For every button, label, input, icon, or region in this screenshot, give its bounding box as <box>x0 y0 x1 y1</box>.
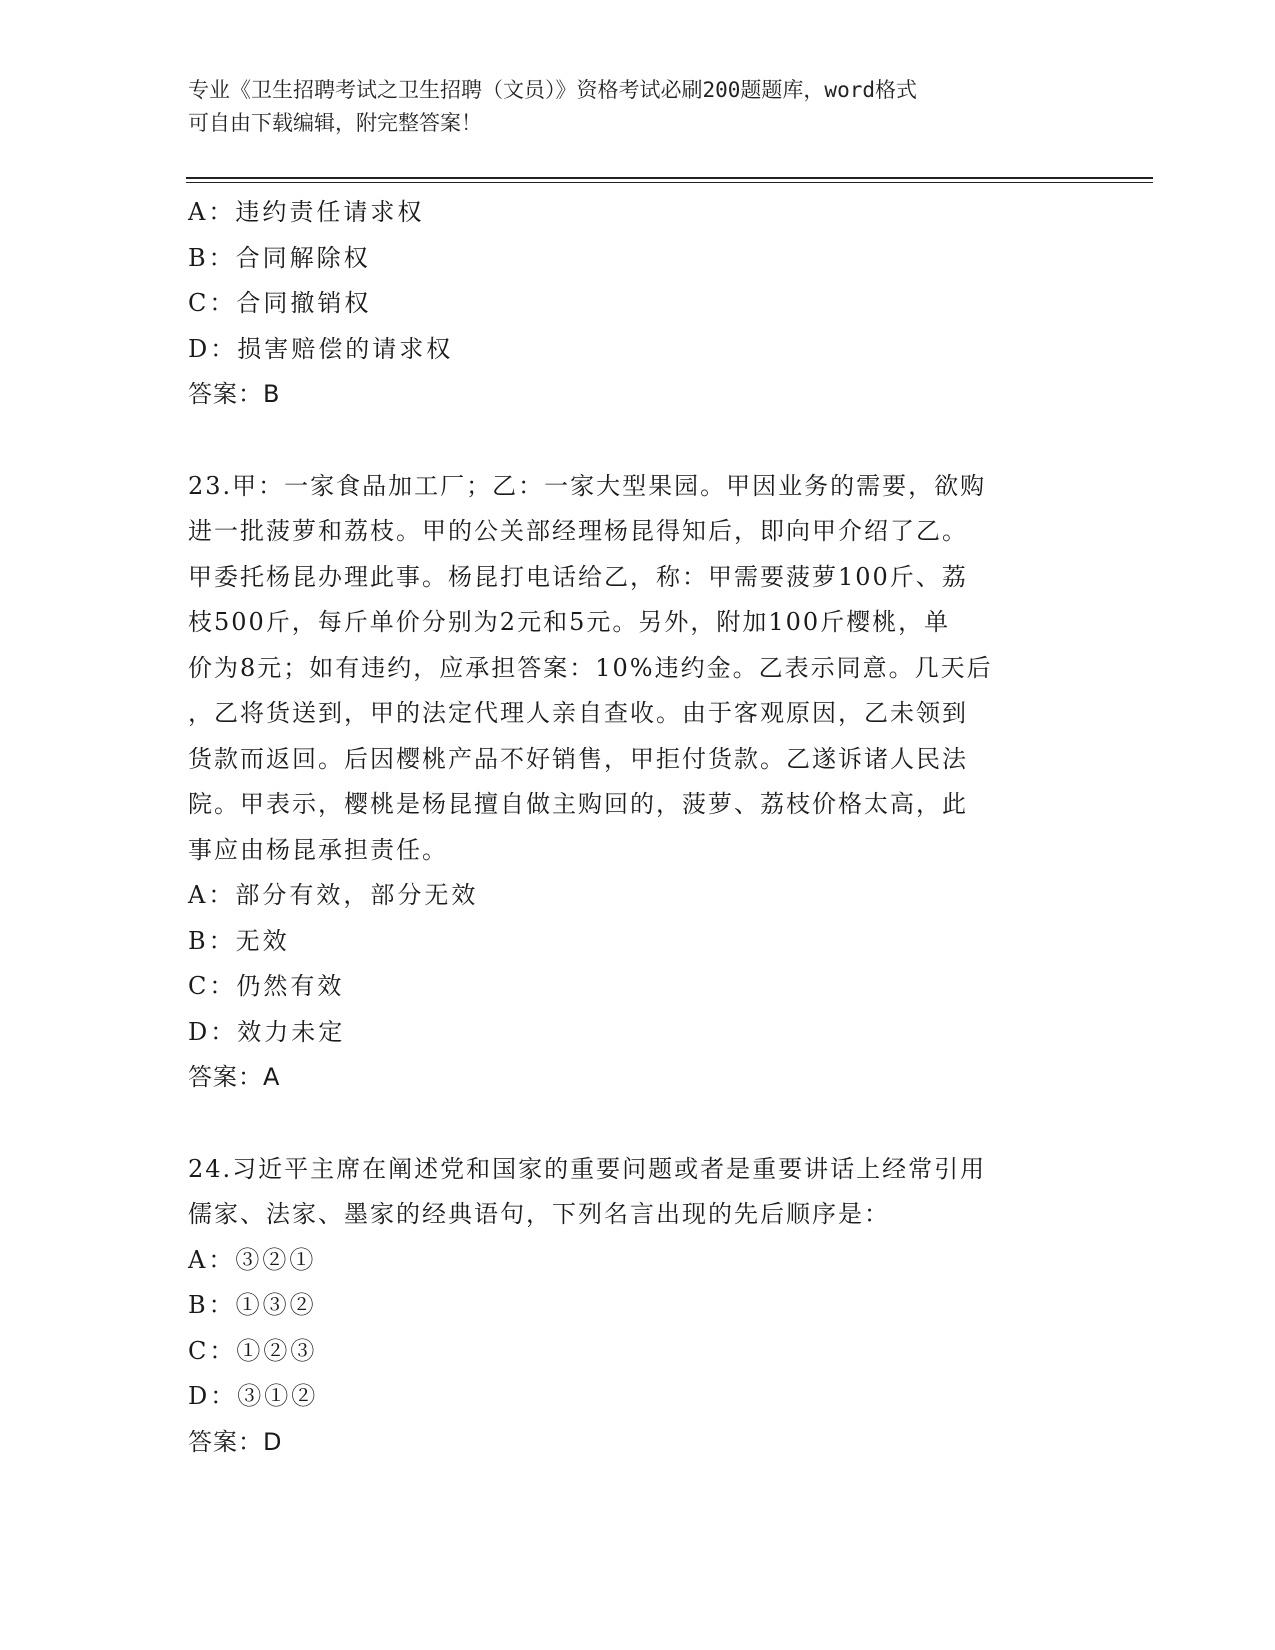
question-stem-line: 价为8元；如有违约，应承担答案：10%违约金。乙表示同意。几天后 <box>188 653 993 682</box>
spacer <box>188 1101 1088 1147</box>
question-stem-line: 货款而返回。后因樱桃产品不好销售，甲拒付货款。乙遂诉诸人民法 <box>188 744 968 773</box>
header-rule-thick <box>186 177 1153 179</box>
question-stem-line: 24.习近平主席在阐述党和国家的重要问题或者是重要讲话上经常引用 <box>188 1154 987 1183</box>
header-rule-thin <box>186 182 1153 183</box>
header-line-1: 专业《卫生招聘考试之卫生招聘（文员）》资格考试必刷200题题库，word格式 <box>188 78 917 102</box>
option-a: A：部分有效，部分无效 <box>188 881 479 909</box>
document-header <box>188 74 1068 140</box>
question-stem-line: 儒家、法家、墨家的经典语句，下列名言出现的先后顺序是： <box>188 1200 890 1228</box>
option-b: B：合同解除权 <box>188 243 371 272</box>
answer: 答案：D <box>188 1427 283 1456</box>
question-stem-line: 甲委托杨昆办理此事。杨昆打电话给乙，称：甲需要菠萝100斤、荔 <box>188 562 968 591</box>
question-stem-line: 院。甲表示，樱桃是杨昆擅自做主购回的，菠萝、荔枝价格太高，此 <box>188 790 968 818</box>
option-b: B：①③② <box>188 1291 317 1319</box>
option-c: C：合同撤销权 <box>188 289 372 317</box>
spacer <box>188 418 1088 464</box>
option-b: B：无效 <box>188 926 290 955</box>
question-content <box>188 190 1088 1465</box>
answer: 答案：B <box>188 380 281 408</box>
option-c: C：①②③ <box>188 1336 318 1365</box>
question-stem-line: 事应由杨昆承担责任。 <box>188 835 448 864</box>
option-d: D：③①② <box>188 1382 319 1410</box>
answer: 答案：A <box>188 1063 281 1091</box>
header-line-2: 可自由下载编辑，附完整答案！ <box>188 111 482 135</box>
option-a: A：违约责任请求权 <box>188 198 425 226</box>
option-c: C：仍然有效 <box>188 972 345 1000</box>
question-stem-line: 进一批菠萝和荔枝。甲的公关部经理杨昆得知后，即向甲介绍了乙。 <box>188 517 968 545</box>
question-stem-line: 23.甲：一家食品加工厂；乙：一家大型果园。甲因业务的需要，欲购 <box>188 471 987 500</box>
option-d: D：效力未定 <box>188 1017 346 1046</box>
question-stem-line: ，乙将货送到，甲的法定代理人亲自查收。由于客观原因，乙未领到 <box>188 699 968 727</box>
question-stem-line: 枝500斤，每斤单价分别为2元和5元。另外，附加100斤樱桃，单 <box>188 608 951 636</box>
question-22 <box>188 190 1088 418</box>
question-23 <box>188 464 1088 1101</box>
question-24 <box>188 1147 1088 1466</box>
option-d: D：损害赔偿的请求权 <box>188 334 454 363</box>
option-a: A：③②① <box>188 1245 317 1274</box>
